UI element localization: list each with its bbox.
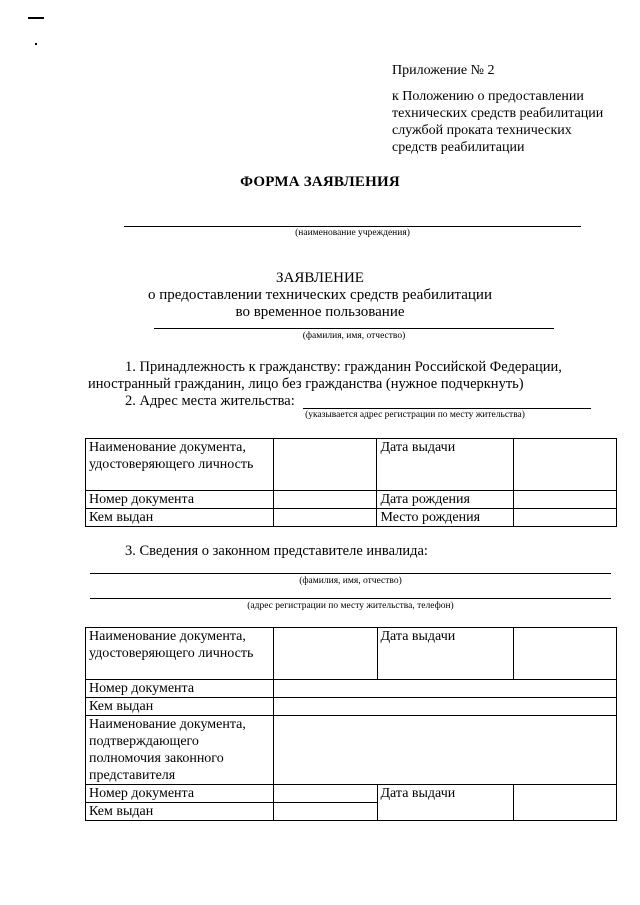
table-row xyxy=(86,439,617,491)
appendix-title: Приложение № 2 xyxy=(392,63,495,78)
authority-doc-value[interactable] xyxy=(273,716,616,785)
name-caption: (фамилия, имя, отчество) xyxy=(302,331,406,341)
doc-name-label: Наименование документа, удостоверяющего личность xyxy=(86,439,274,491)
appendix-line: средств реабилитации xyxy=(392,140,525,155)
doc-number-value[interactable] xyxy=(273,491,377,509)
address-line xyxy=(303,408,591,409)
authority-issue-date-label: Дата выдачи xyxy=(377,785,514,821)
birth-date-label: Дата рождения xyxy=(377,491,514,509)
rep-doc-name-value[interactable] xyxy=(273,628,377,680)
address-label: 2. Адрес места жительства: xyxy=(125,393,295,409)
form-title: ФОРМА ЗАЯВЛЕНИЯ xyxy=(240,174,400,190)
scan-mark xyxy=(28,17,44,19)
appendix-line: к Положению о предоставлении xyxy=(392,89,584,104)
representative-table xyxy=(85,627,617,821)
representative-address-line xyxy=(90,598,611,599)
authority-issued-by-label: Кем выдан xyxy=(86,803,274,821)
statement-line2: во временное пользование xyxy=(235,304,405,320)
citizenship-line1: 1. Принадлежность к гражданству: гражданин Российской Федерации, xyxy=(125,359,562,375)
institution-line xyxy=(124,226,581,227)
authority-doc-number-label: Номер документа xyxy=(86,785,274,803)
authority-doc-label: Наименование документа, подтверждающего полномочия законного представителя xyxy=(86,716,274,785)
authority-issue-date-value[interactable] xyxy=(514,785,617,821)
rep-doc-name-label: Наименование документа, удостоверяющего личность xyxy=(86,628,274,680)
doc-name-value[interactable] xyxy=(273,439,377,491)
table-row xyxy=(86,716,617,785)
rep-issue-date-label: Дата выдачи xyxy=(377,628,514,680)
authority-issued-by-value[interactable] xyxy=(273,803,377,821)
representative-name-line xyxy=(90,573,611,574)
birth-place-label: Место рождения xyxy=(377,509,514,527)
representative-address-caption: (адрес регистрации по месту жительства, телефон) xyxy=(247,601,454,611)
rep-issued-by-label: Кем выдан xyxy=(86,698,274,716)
representative-label: 3. Сведения о законном представителе инвалида: xyxy=(125,543,428,559)
table-row xyxy=(86,491,617,509)
rep-doc-number-value[interactable] xyxy=(273,680,616,698)
birth-place-value[interactable] xyxy=(514,509,617,527)
address-caption: (указывается адрес регистрации по месту жительства) xyxy=(305,410,525,420)
representative-name-caption: (фамилия, имя, отчество) xyxy=(299,576,402,586)
institution-caption: (наименование учреждения) xyxy=(295,228,410,238)
table-row xyxy=(86,785,617,803)
citizenship-line2: иностранный гражданин, лицо без гражданства (нужное подчеркнуть) xyxy=(88,376,524,392)
table-row xyxy=(86,698,617,716)
appendix-block xyxy=(392,62,603,156)
issue-date-label: Дата выдачи xyxy=(377,439,514,491)
appendix-line: службой проката технических xyxy=(392,123,572,138)
statement-title: ЗАЯВЛЕНИЕ xyxy=(276,270,364,286)
authority-doc-number-value[interactable] xyxy=(273,785,377,803)
issued-by-value[interactable] xyxy=(273,509,377,527)
statement-line1: о предоставлении технических средств реабилитации xyxy=(148,287,492,303)
table-row xyxy=(86,628,617,680)
issued-by-label: Кем выдан xyxy=(86,509,274,527)
scan-dot xyxy=(35,43,37,45)
birth-date-value[interactable] xyxy=(514,491,617,509)
table-row xyxy=(86,509,617,527)
identity-table xyxy=(85,438,617,527)
rep-doc-number-label: Номер документа xyxy=(86,680,274,698)
name-line xyxy=(154,328,554,329)
table-row xyxy=(86,680,617,698)
rep-issued-by-value[interactable] xyxy=(273,698,616,716)
appendix-line: технических средств реабилитации xyxy=(392,106,604,121)
doc-number-label: Номер документа xyxy=(86,491,274,509)
rep-issue-date-value[interactable] xyxy=(514,628,617,680)
issue-date-value[interactable] xyxy=(514,439,617,491)
